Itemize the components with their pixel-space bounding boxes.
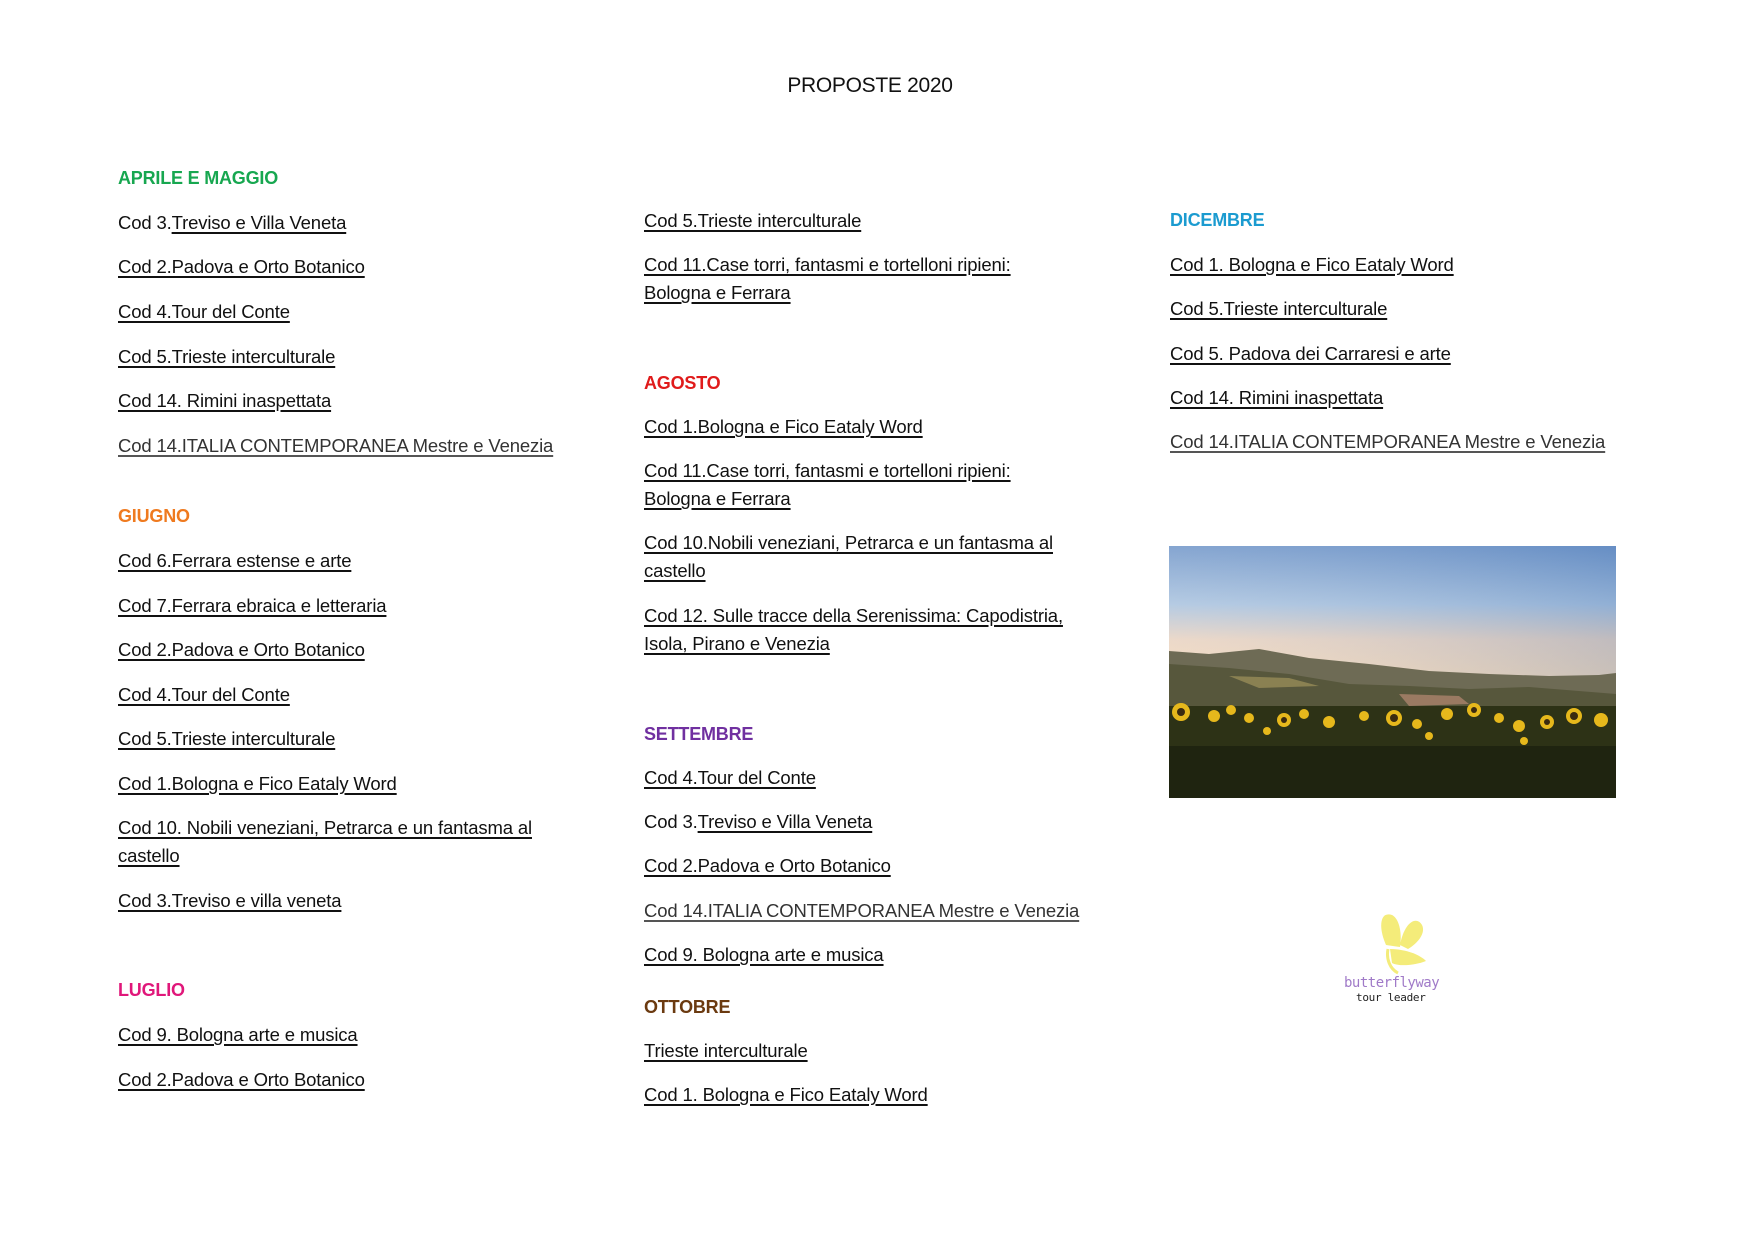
tour-link[interactable]: Cod 14.ITALIA CONTEMPORANEA Mestre e Venezia	[118, 435, 554, 456]
tour-link[interactable]: Cod 14.ITALIA CONTEMPORANEA Mestre e Venezia	[644, 900, 1080, 921]
tour-link[interactable]: Cod 14.ITALIA CONTEMPORANEA Mestre e Venezia	[1170, 431, 1606, 452]
tour-link[interactable]: Cod 3.Treviso e Villa Veneta	[644, 811, 873, 832]
tour-link[interactable]: Cod 4.Tour del Conte	[118, 301, 290, 322]
logo-brand: butterflyway	[1344, 975, 1440, 991]
tour-link[interactable]: Cod 1. Bologna e Fico Eataly Word	[644, 1084, 928, 1105]
tour-link[interactable]: Cod 5. Padova dei Carraresi e arte	[1170, 343, 1451, 364]
tour-link[interactable]: Cod 2.Padova e Orto Botanico	[118, 256, 365, 277]
section-heading-luglio: LUGLIO	[118, 980, 185, 1000]
tour-link[interactable]: Cod 6.Ferrara estense e arte	[118, 550, 352, 571]
tour-link[interactable]: Cod 2.Padova e Orto Botanico	[118, 1069, 365, 1090]
tour-link[interactable]: Cod 1. Bologna e Fico Eataly Word	[1170, 254, 1454, 275]
tour-link[interactable]: Cod 9. Bologna arte e musica	[644, 944, 884, 965]
tour-link[interactable]: Cod 10.Nobili veneziani, Petrarca e un fantasma al castello	[644, 532, 1053, 581]
tour-link[interactable]: Cod 5.Trieste interculturale	[118, 728, 336, 749]
tour-link[interactable]: Cod 3.Treviso e villa veneta	[118, 890, 342, 911]
tour-link[interactable]: Cod 5.Trieste interculturale	[1170, 298, 1388, 319]
logo-tagline: tour leader	[1356, 991, 1426, 1004]
tour-link[interactable]: Cod 14. Rimini inaspettata	[118, 390, 332, 411]
tour-link[interactable]: Cod 14. Rimini inaspettata	[1170, 387, 1384, 408]
tour-link[interactable]: Cod 11.Case torri, fantasmi e tortelloni ripieni: Bologna e Ferrara	[644, 460, 1011, 509]
section-heading-aprile-maggio: APRILE E MAGGIO	[118, 168, 279, 188]
sunflower-field-photo	[1169, 546, 1616, 798]
tour-link[interactable]: Cod 1.Bologna e Fico Eataly Word	[118, 773, 397, 794]
tour-link[interactable]: Cod 11.Case torri, fantasmi e tortelloni ripieni: Bologna e Ferrara	[644, 254, 1011, 303]
tour-link[interactable]: Cod 5.Trieste interculturale	[118, 346, 336, 367]
section-heading-settembre: SETTEMBRE	[644, 724, 754, 744]
butterflyway-logo	[1330, 905, 1480, 1005]
tour-link[interactable]: Cod 4.Tour del Conte	[644, 767, 816, 788]
section-heading-giugno: GIUGNO	[118, 506, 190, 526]
tour-link[interactable]: Trieste interculturale	[644, 1040, 808, 1061]
tour-link[interactable]: Cod 7.Ferrara ebraica e letteraria	[118, 595, 387, 616]
tour-link[interactable]: Cod 5.Trieste interculturale	[644, 210, 862, 231]
tour-link[interactable]: Cod 9. Bologna arte e musica	[118, 1024, 358, 1045]
tour-link[interactable]: Cod 1.Bologna e Fico Eataly Word	[644, 416, 923, 437]
butterfly-icon	[1330, 905, 1480, 977]
tour-link[interactable]: Cod 3.Treviso e Villa Veneta	[118, 212, 347, 233]
section-heading-dicembre: DICEMBRE	[1170, 210, 1265, 230]
section-heading-ottobre: OTTOBRE	[644, 997, 731, 1017]
page-title: PROPOSTE 2020	[787, 74, 953, 97]
tour-link[interactable]: Cod 12. Sulle tracce della Serenissima: Capodistria, Isola, Pirano e Venezia	[644, 605, 1063, 654]
tour-link[interactable]: Cod 4.Tour del Conte	[118, 684, 290, 705]
tour-link[interactable]: Cod 10. Nobili veneziani, Petrarca e un fantasma al castello	[118, 817, 532, 866]
tour-link[interactable]: Cod 2.Padova e Orto Botanico	[644, 855, 891, 876]
section-heading-agosto: AGOSTO	[644, 373, 721, 393]
tour-link[interactable]: Cod 2.Padova e Orto Botanico	[118, 639, 365, 660]
